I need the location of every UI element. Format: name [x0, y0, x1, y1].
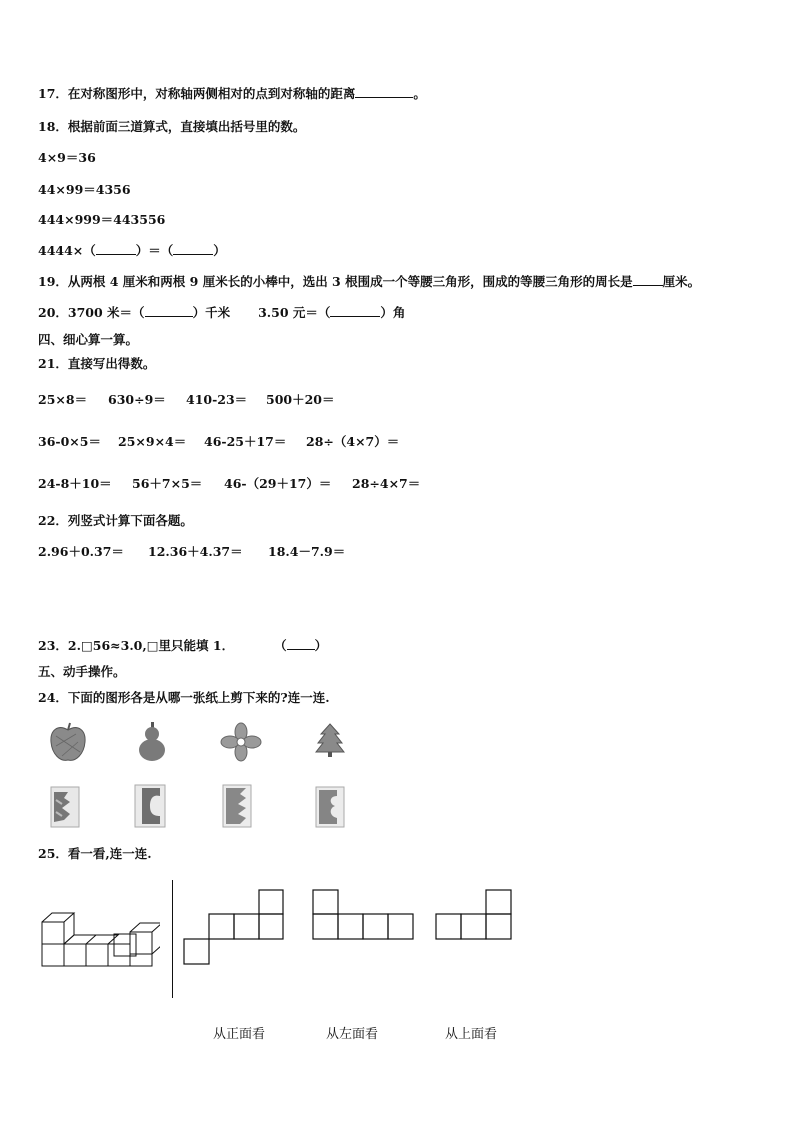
question-text: 2.□56≈3.0,□里只能填 1． [67, 638, 235, 653]
divider [172, 880, 173, 998]
answer-blank[interactable] [145, 305, 193, 317]
question-number: 25． [38, 846, 68, 861]
question-24 [38, 688, 330, 706]
question-17: 17．在对称图形中，对称轴两侧相对的点到对称轴的距离 。 [38, 86, 426, 101]
answer-blank[interactable] [173, 243, 213, 255]
apple-shape-icon[interactable] [48, 722, 88, 764]
question-number: 20． [38, 305, 68, 320]
paper-sheet-1-icon[interactable] [50, 786, 82, 828]
cube-solid-figure [40, 910, 160, 970]
calc-item: 46-（29＋17）＝ [224, 476, 332, 491]
answer-blank[interactable] [287, 638, 315, 650]
question-number: 22． [38, 513, 68, 528]
question-text: 在对称图形中，对称轴两侧相对的点到对称轴的距离 [67, 86, 356, 101]
question-number: 17． [38, 86, 68, 101]
question-number: 18． [38, 119, 68, 134]
question-20: 20．3700 米＝（ ）千米 3.50 元＝（ ）角 [38, 305, 406, 320]
view-label-left[interactable]: 从左面看 [326, 1027, 379, 1042]
answer-blank[interactable] [633, 274, 663, 286]
question-text: 从两根 4 厘米和两根 9 厘米长的小棒中，选出 3 根围成一个等腰三角形，围成的等腰三角形的周长是 [67, 274, 633, 289]
answer-blank[interactable] [330, 305, 380, 317]
calc-item: 46-25＋17＝ [204, 434, 287, 449]
question-25 [38, 844, 152, 862]
calc-item: 410-23＝ [186, 392, 248, 407]
calc-item: 36-0×5＝ [38, 434, 101, 449]
gourd-shape-icon[interactable] [134, 720, 170, 764]
question-text: 列竖式计算下面各题。 [67, 513, 193, 528]
question-number: 24． [38, 690, 68, 705]
calc-item: 28÷（4×7）＝ [306, 434, 400, 449]
calc-item: 56＋7×5＝ [132, 476, 203, 491]
question-number: 19． [38, 274, 68, 289]
calc-item: 2.96＋0.37＝ [38, 544, 124, 559]
answer-blank[interactable] [96, 243, 136, 255]
question-text: 看一看,连一连. [67, 846, 152, 861]
paper-sheet-4-icon[interactable] [315, 786, 347, 828]
view-label-top[interactable]: 从上面看 [445, 1027, 498, 1042]
view-figure-3[interactable] [435, 888, 515, 944]
tree-shape-icon[interactable] [315, 722, 345, 758]
calc-item: 28÷4×7＝ [352, 476, 421, 491]
question-text: 下面的图形各是从哪一张纸上剪下来的?连一连. [67, 690, 330, 705]
question-19: 19．从两根 4 厘米和两根 9 厘米长的小棒中，选出 3 根围成一个等腰三角形，围成的等腰三角形的周长是 厘米。 [38, 274, 701, 289]
view-figure-1[interactable] [183, 888, 285, 968]
calc-item: 630÷9＝ [108, 392, 166, 407]
flower-shape-icon[interactable] [220, 722, 262, 762]
calc-item: 25×8＝ [38, 392, 88, 407]
question-21 [38, 354, 155, 372]
question-18 [38, 117, 305, 135]
equation-line: 4×9＝36 [38, 150, 96, 165]
calc-item: 25×9×4＝ [118, 434, 187, 449]
question-number: 23． [38, 638, 68, 653]
answer-blank[interactable] [355, 86, 413, 98]
equation-line: 444×999＝443556 [38, 212, 166, 227]
equation-line: 44×99＝4356 [38, 182, 131, 197]
view-figure-2[interactable] [312, 888, 416, 944]
calc-item: 24-8＋10＝ [38, 476, 112, 491]
view-label-front[interactable]: 从正面看 [213, 1027, 266, 1042]
calc-item: 18.4－7.9＝ [268, 544, 346, 559]
question-23: 23．2.□56≈3.0,□里只能填 1． （ ） [38, 638, 328, 653]
equation-blank-line: 4444×（ ）＝（ ） [38, 243, 226, 258]
section-heading: 五、动手操作。 [38, 664, 126, 679]
paper-sheet-2-icon[interactable] [134, 784, 168, 828]
calc-item: 500＋20＝ [266, 392, 335, 407]
section-heading: 四、细心算一算。 [38, 332, 139, 347]
question-22 [38, 511, 193, 529]
question-number: 21． [38, 356, 68, 371]
paper-sheet-3-icon[interactable] [222, 784, 254, 828]
question-text: 直接写出得数。 [67, 356, 156, 371]
question-text: 根据前面三道算式，直接填出括号里的数。 [67, 119, 306, 134]
calc-item: 12.36＋4.37＝ [148, 544, 243, 559]
